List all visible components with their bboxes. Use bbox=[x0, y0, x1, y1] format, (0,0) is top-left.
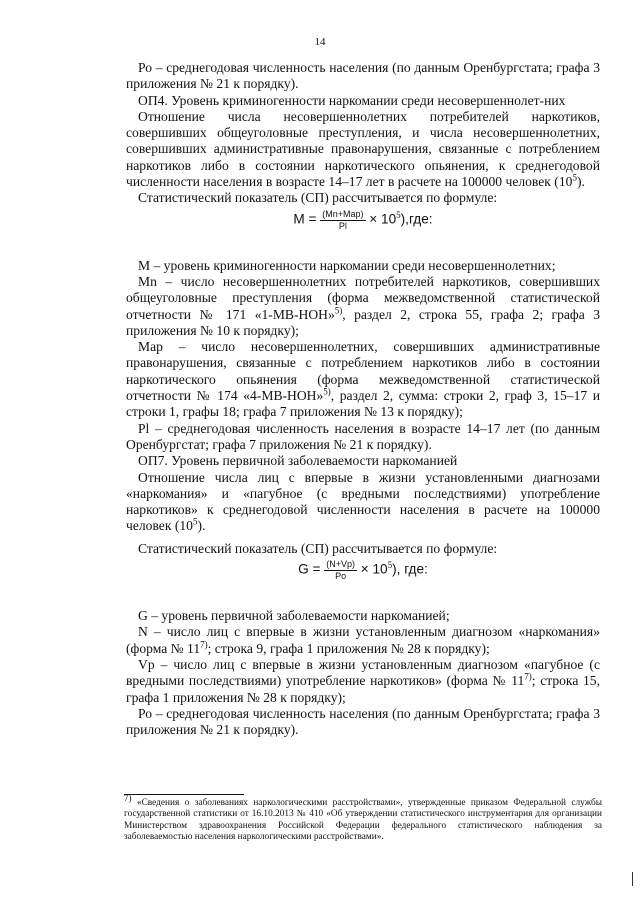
definition-vp: Vp – число лиц с впервые в жизни установленным диагнозом «пагубное (с вредными последствиями) употребление наркотиков» (форма № 11$^{7)}$; строка 15, графа 1 приложения № 28 к порядку); bbox=[126, 656, 600, 705]
paragraph-op4-description: Отношение числа несовершеннолетних потребителей наркотиков, совершивших общеуголовные преступления, и числа несовершеннолетних, совершивших административные правонарушения, связанные с потреблением наркотиков либо в состоянии наркотического опьянения, к среднегодовой численности населения в возрасте 14–17 лет в расчете на 100000 человек $(10^5)$. bbox=[126, 108, 600, 190]
definition-po-bottom: Ро – среднегодовая численность населения (по данным Оренбургстата; графа 3 приложения № 21 к порядку). bbox=[126, 705, 600, 738]
definition-mn: Mn – число несовершеннолетних потребителей наркотиков, совершивших общеуголовные преступления (форма межведомственной статистической отчетности № 171 «1-МВ-НОН»$^{5)}$, раздел 2, строка 55, графа 2; графа 3 приложения № 10 к порядку); bbox=[126, 273, 600, 338]
formula-m-fraction: $\frac{\text{(Mn+Map)}}{Pl}$ bbox=[322, 208, 364, 231]
paragraph-formula-intro-1: Статистический показатель (СП) рассчитывается по формуле: bbox=[138, 190, 498, 206]
scan-edge-mark bbox=[632, 872, 633, 886]
heading-op7: ОП7. Уровень первичной заболеваемости наркоманией bbox=[138, 453, 458, 469]
definition-map: Мар – число несовершеннолетних, совершивших административные правонарушения, связанные с потреблением наркотиков либо в состоянии наркотического опьянения (форма межведомственной статистической отчетности № 174 «4-МВ-НОН»$^{5)}$, раздел 2, сумма: строки 2, граф 3, 15–17 и строки 1, графы 18; графа 7 приложения № 13 к порядку); bbox=[126, 339, 600, 420]
paragraph-formula-intro-2: Статистический показатель (СП) рассчитывается по формуле: bbox=[138, 540, 498, 556]
heading-op4: ОП4. Уровень криминогенности наркомании среди несовершеннолет-них bbox=[138, 92, 566, 108]
definition-m: М – уровень криминогенности наркомании среди несовершеннолетних; bbox=[138, 257, 556, 273]
paragraph-po-definition-top: Ро – среднегодовая численность населения (по данным Оренбургстата; графа 3 приложения № 21 к порядку). bbox=[126, 60, 600, 92]
document-body bbox=[126, 60, 600, 738]
formula-g-fraction: $\frac{(N+Vp)}{Po}$ bbox=[326, 559, 355, 582]
footnote-divider bbox=[124, 794, 244, 795]
paragraph-op7-description: Отношение числа лиц с впервые в жизни установленными диагнозами «наркомания» и «пагубное (с вредными последствиями) употребление наркотиков» к среднегодовой численности населения в расчете на 100000 человек $(10^5)$. bbox=[126, 469, 600, 534]
definition-pl: Pl – среднегодовая численность населения в возрасте 14–17 лет (по данным Оренбургстат; графа 7 приложения № 21 к порядку). bbox=[126, 420, 600, 452]
footnote-7: $^{7)}$ «Сведения о заболеваниях наркологическими расстройствами», утвержденные приказом Федеральной службы государственной статистики от 16.10.2013 № 410 «Об утверждении статистического инструментария для организации Министерством здравоохранения Российской Федерации федерального статистического наблюдения за заболеваемостью населения наркологическими расстройствами». bbox=[124, 793, 602, 842]
page-number: 14 bbox=[314, 36, 326, 48]
formula-m: M = $\frac{\text{(Mn+Map)}}{Pl}$ × $10^5),где$: bbox=[293, 208, 433, 231]
definition-g: G – уровень первичной заболеваемости наркоманией; bbox=[138, 608, 450, 624]
definition-n: N – число лиц с впервые в жизни установленным диагнозом «наркомания» (форма № 11$^{7)}$; строка 9, графа 1 приложения № 28 к порядку); bbox=[126, 624, 600, 656]
formula-g: G = $\frac{(N+Vp)}{Po}$ × $10^5$), где: bbox=[298, 559, 428, 582]
